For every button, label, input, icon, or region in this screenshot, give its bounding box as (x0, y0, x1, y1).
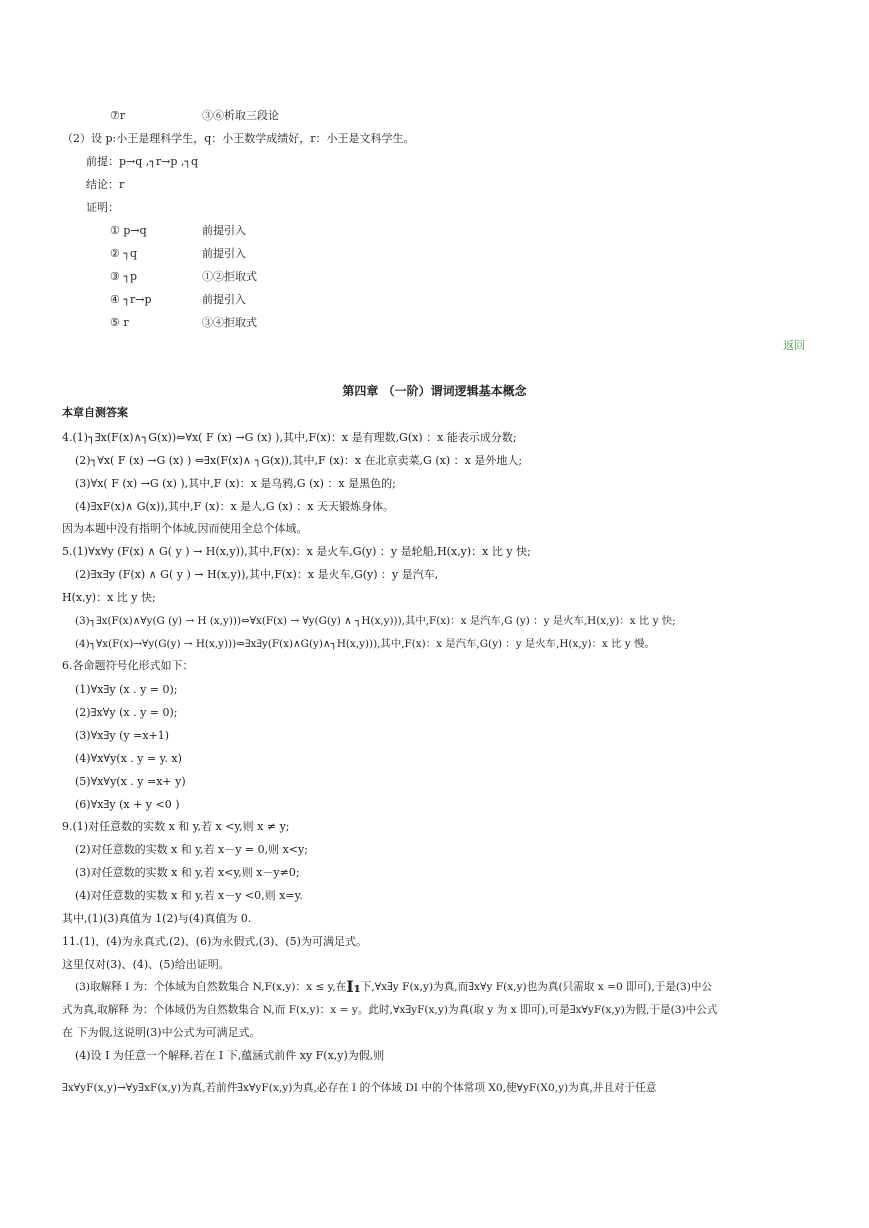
answer-6-intro: 6.各命题符号化形式如下： (62, 659, 194, 672)
answer-4-3: (3)∀x( F (x) →G (x) ),其中,F (x)：x 是乌鸦,G (x) ：x 是黑色的; (75, 477, 396, 490)
proof-step-1-reason: 前提引入 (202, 224, 246, 237)
answer-6-4: (4)∀x∀y(x . y = y. x) (75, 752, 182, 765)
proof-step-5-number: ⑤ r (110, 316, 129, 329)
back-link[interactable]: 返回 (783, 339, 805, 352)
answer-6-6: (6)∀x∃y (x + y <0 ) (75, 798, 180, 811)
answer-11-3-part-a: (3)取解释 I 为：个体域为自然数集合 N,F(x,y)：x ≤ y,在 (75, 981, 347, 993)
answer-5-3: (3)┐∃x(F(x)∧∀y(G (y) → H (x,y)))⇔∀x(F(x) → ∀y(G(y) ∧ ┐H(x,y))),其中,F(x)：x 是汽车,G (y) ：y 是火车,H(x,y)：x 比 y 快; (75, 615, 676, 627)
answer-9-4: (4)对任意数的实数 x 和 y,若 x－y <0,则 x=y. (75, 889, 303, 902)
proof-step-1-number: ① p→q (110, 224, 147, 237)
answer-9-summary: 其中,(1)(3)真值为 1(2)与(4)真值为 0. (62, 912, 252, 925)
answer-11-1: 11.(1)、(4)为永真式,(2)、(6)为永假式,(3)、(5)为可满足式。 (62, 935, 367, 948)
answer-4-note: 因为本题中没有指明个体域,因而使用全总个体域。 (62, 522, 308, 535)
section-heading: 本章自测答案 (62, 406, 128, 419)
answer-6-1: (1)∀x∃y (x . y = 0); (75, 683, 178, 696)
answer-11-7: ∃x∀yF(x,y)→∀y∃xF(x,y)为真,若前件∃x∀yF(x,y)为真,必存在 I 的个体域 DI 中的个体常项 X0,使∀yF(X0,y)为真,并且对于任意 (62, 1082, 657, 1094)
premise-line: 前提：p→q ,┐r→p ,┐q (86, 155, 199, 168)
chapter-title: 第四章 （一阶）谓词逻辑基本概念 (342, 384, 527, 398)
answer-9-1: 9.(1)对任意数的实数 x 和 y,若 x <y,则 x ≠ y; (62, 820, 290, 833)
answer-6-5: (5)∀x∀y(x . y =x+ y) (75, 775, 186, 788)
proof-step-7-reason: ③⑥析取三段论 (202, 109, 279, 122)
proof-step-2-reason: 前提引入 (202, 247, 246, 260)
answer-4-1: 4.(1)┐∃x(F(x)∧┐G(x))⇔∀x( F (x) →G (x) ),其中,F(x)：x 是有理数,G(x) ：x 能表示成分数; (62, 431, 517, 444)
answer-11-4: 式为真,取解释 为：个体域仍为自然数集合 N,而 F(x,y)：x = y。此时,∀x∃yF(x,y)为真(取 y 为 x 即可),可是∃x∀yF(x,y)为假,于是(3)中公式 (62, 1004, 718, 1016)
proof-step-5-reason: ③④拒取式 (202, 316, 257, 329)
answer-9-2: (2)对任意数的实数 x 和 y,若 x－y = 0,则 x<y; (75, 843, 308, 856)
answer-4-4: (4)∃xF(x)∧ G(x)),其中,F (x)：x 是人,G (x) ：x 天天锻炼身体。 (75, 500, 394, 513)
conclusion-line: 结论：r (86, 178, 125, 191)
answer-4-2: (2)┐∀x( F (x) →G (x) ) ⇔∃x(F(x)∧ ┐G(x)),其中,F (x)：x 在北京卖菜,G (x) ：x 是外地人; (75, 454, 523, 467)
proof-step-7-number: ⑦r (110, 109, 126, 122)
answer-11-3 (75, 977, 713, 996)
answer-6-2: (2)∃x∀y (x . y = 0); (75, 706, 178, 719)
answer-11-3-part-b: 下,∀x∃y F(x,y)为真,而∃x∀y F(x,y)也为真(只需取 x =0 即可),于是(3)中公 (360, 981, 713, 993)
answer-11-5: 在 下为假,这说明(3)中公式为可满足式。 (62, 1026, 261, 1039)
answer-5-4: (4)┐∀x(F(x)→∀y(G(y) → H(x,y)))⇔∃x∃y(F(x)∧G(y)∧┐H(x,y))),其中,F(x)：x 是汽车,G(y) ：y 是火车,H(x,y)：x 比 y 慢。 (75, 638, 655, 650)
proof-step-3-number: ③ ┐p (110, 270, 138, 283)
answer-11-6: (4)设 I 为任意一个解释,若在 I 下,蕴涵式前件 xy F(x,y)为假,则 (75, 1049, 385, 1062)
answer-5-1: 5.(1)∀x∀y (F(x) ∧ G( y ) → H(x,y)),其中,F(x)：x 是火车,G(y) ：y 是轮船,H(x,y)：x 比 y 快; (62, 545, 531, 558)
proof-label: 证明： (86, 201, 119, 214)
interpretation-symbol: I₁ (346, 977, 361, 996)
question-2-intro: （2）设 p:小王是理科学生，q：小王数学成绩好，r：小王是文科学生。 (62, 132, 415, 145)
proof-step-4-number: ④ ┐r→p (110, 293, 152, 306)
answer-11-2: 这里仅对(3)、(4)、(5)给出证明。 (62, 958, 230, 971)
proof-step-2-number: ② ┐q (110, 247, 138, 260)
answer-6-3: (3)∀x∃y (y =x+1) (75, 729, 170, 742)
answer-9-3: (3)对任意数的实数 x 和 y,若 x<y,则 x－y≠0; (75, 866, 300, 879)
answer-5-2-continued: H(x,y)：x 比 y 快; (62, 591, 156, 604)
proof-step-3-reason: ①②拒取式 (202, 270, 257, 283)
answer-5-2: (2)∃x∃y (F(x) ∧ G( y ) → H(x,y)),其中,F(x)：x 是火车,G(y) ：y 是汽车, (75, 568, 439, 581)
proof-step-4-reason: 前提引入 (202, 293, 246, 306)
